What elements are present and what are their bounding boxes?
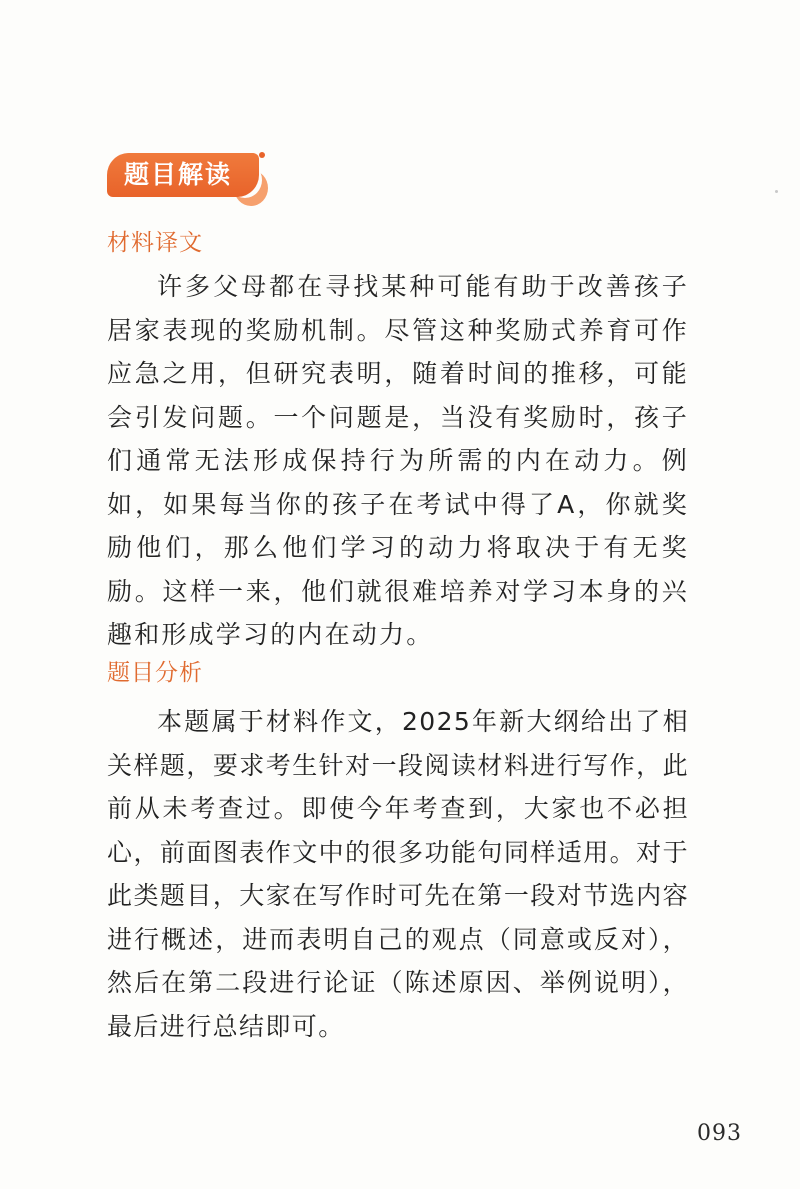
analysis-heading: 题目分析: [107, 660, 203, 686]
page-speck: [775, 190, 778, 193]
badge-dot-decoration: [259, 152, 265, 158]
section-badge: 题目解读: [107, 153, 259, 197]
analysis-paragraph: 本题属于材料作文，2025年新大纲给出了相关样题，要求考生针对一段阅读材料进行写作，此前从未考查过。即使今年考查到，大家也不必担心，前面图表作文中的很多功能句同样适用。对于此类题目，大家在写作时可先在第一段对节选内容进行概述，进而表明自己的观点（同意或反对），然后在第二段进行论证（陈述原因、举例说明），最后进行总结即可。: [107, 707, 689, 1041]
translation-heading: 材料译文: [107, 230, 203, 256]
translation-paragraph: 许多父母都在寻找某种可能有助于改善孩子居家表现的奖励机制。尽管这种奖励式养育可作应急之用，但研究表明，随着时间的推移，可能会引发问题。一个问题是，当没有奖励时，孩子们通常无法形成保持行为所需的内在动力。例如，如果每当你的孩子在考试中得了A，你就奖励他们，那么他们学习的动力将取决于有无奖励。这样一来，他们就很难培养对学习本身的兴趣和形成学习的内在动力。: [107, 272, 689, 649]
page-number: 093: [697, 1121, 742, 1146]
